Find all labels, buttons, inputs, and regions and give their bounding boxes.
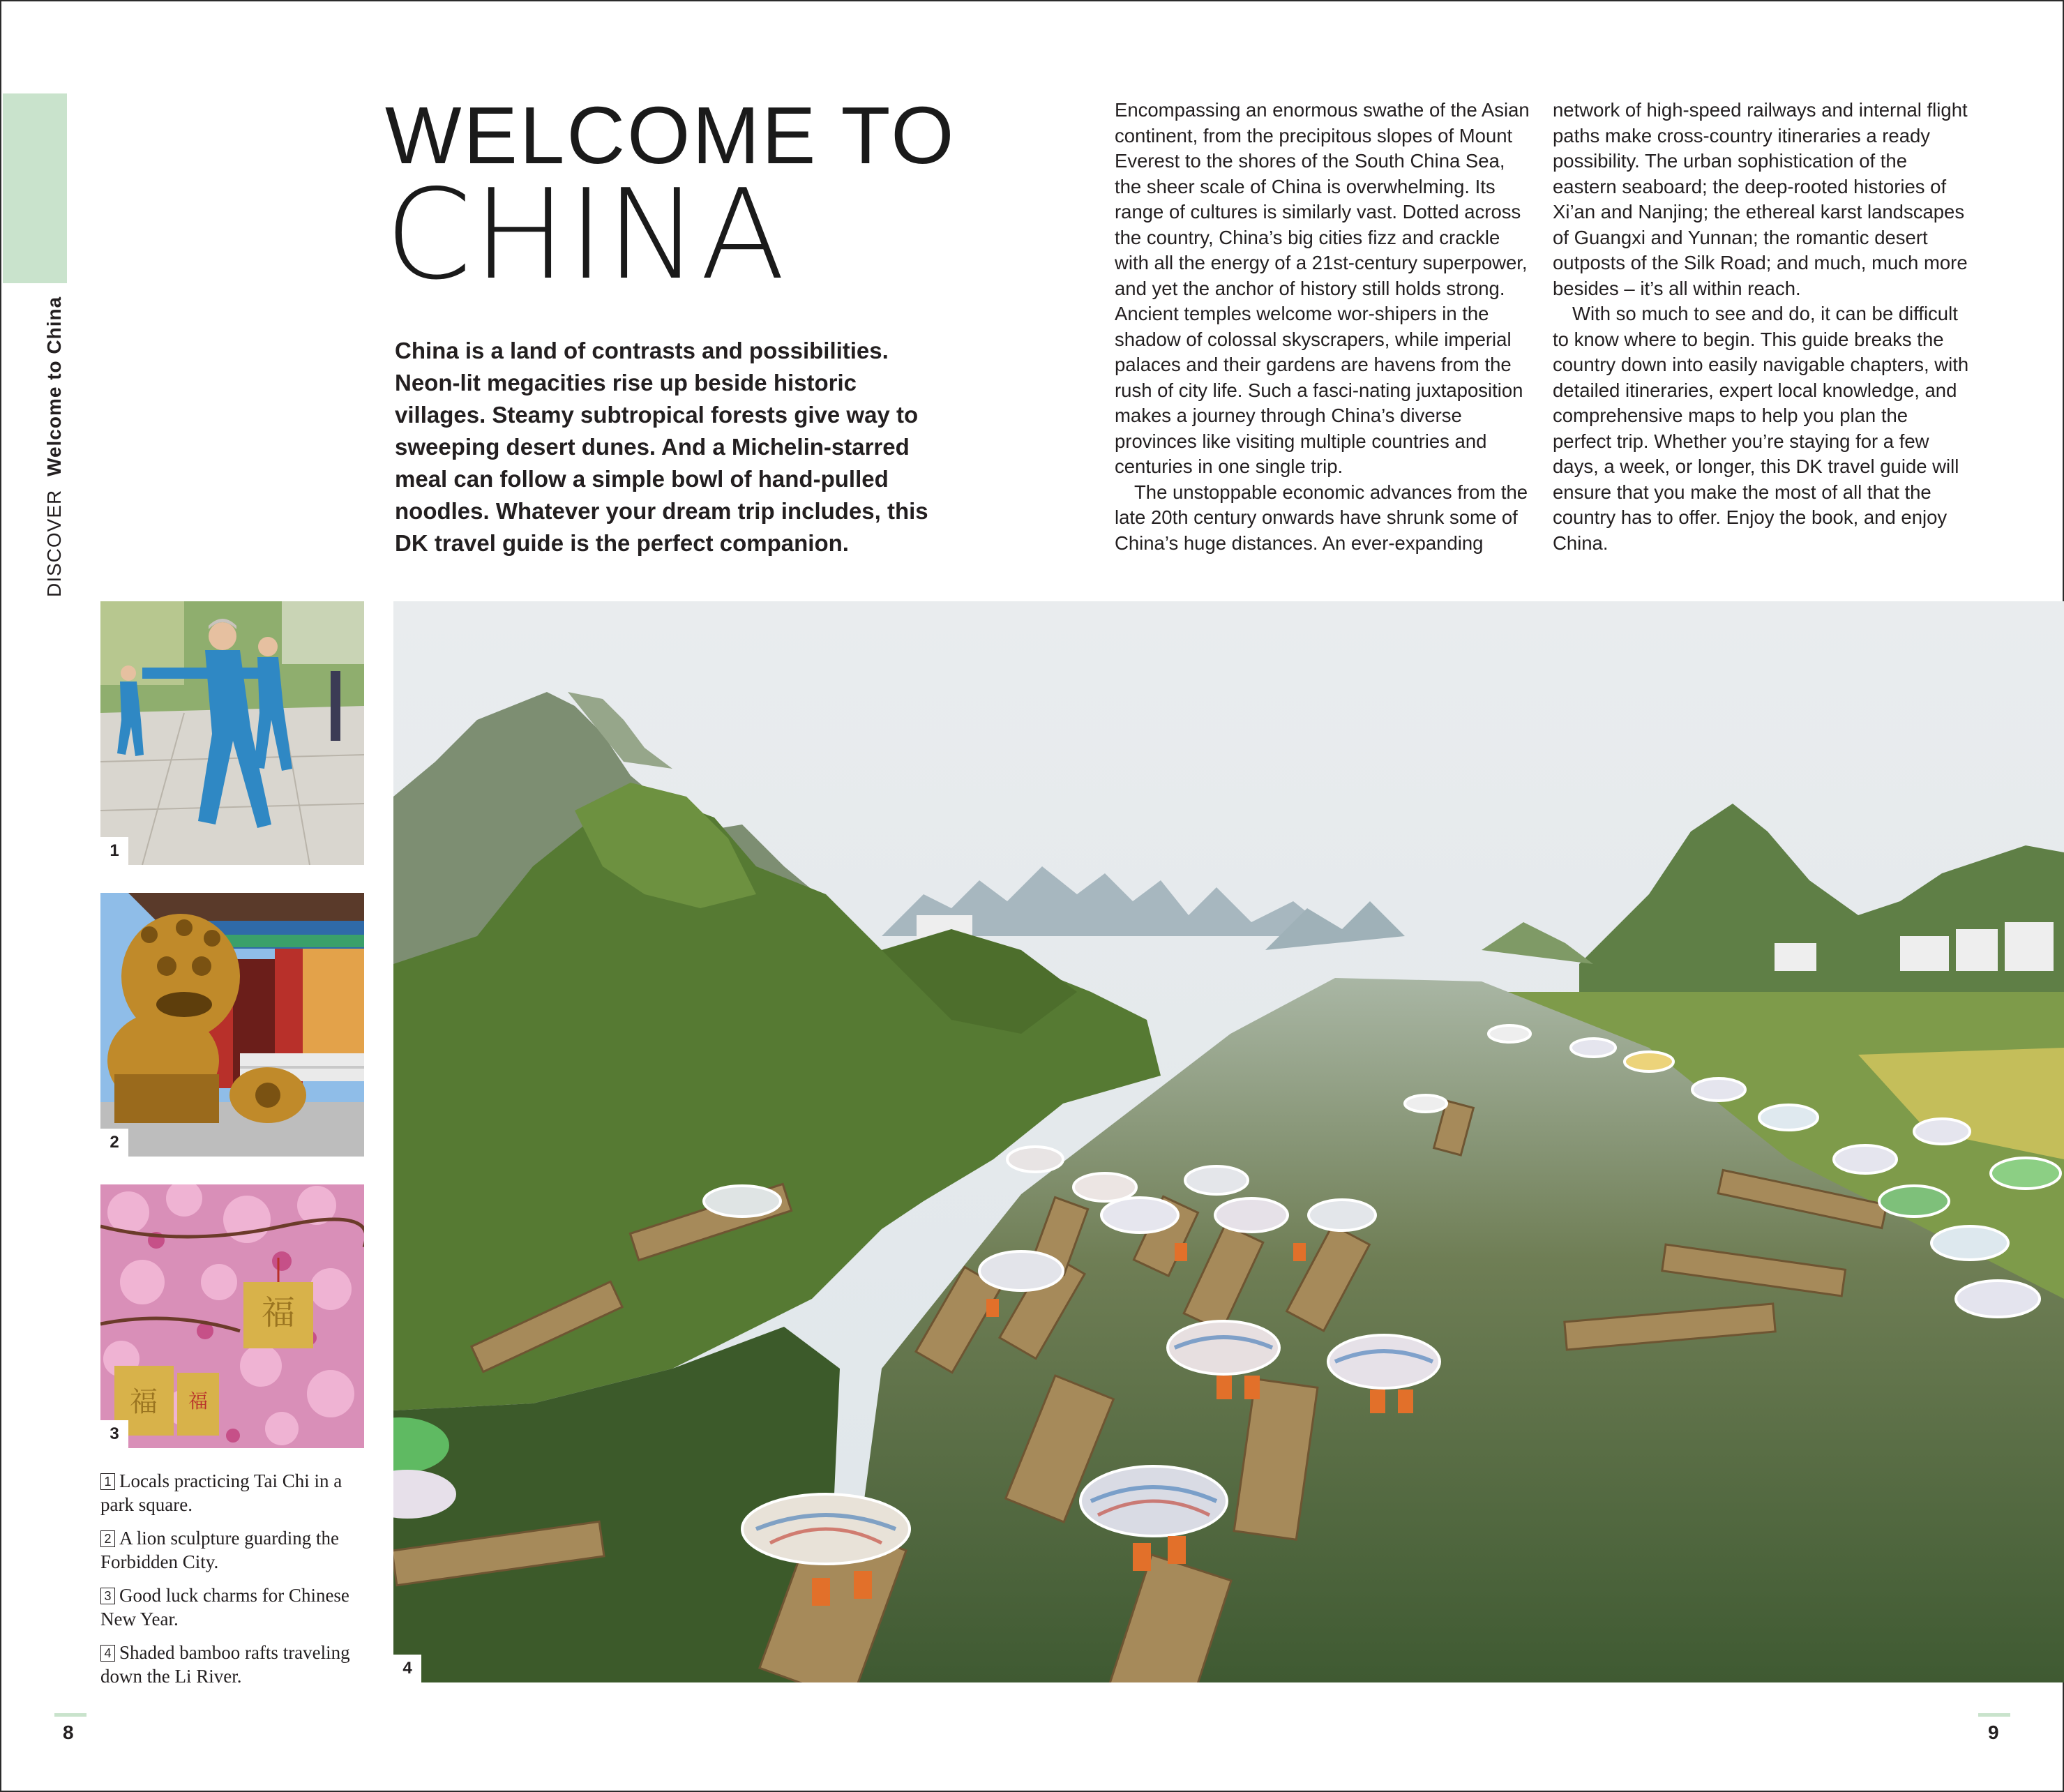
page-number-rule-right — [1978, 1713, 2010, 1717]
photo-li-river — [393, 601, 2064, 1682]
caption-number: 2 — [100, 1530, 115, 1547]
body-column-1 — [1115, 98, 1533, 556]
caption-number: 4 — [100, 1645, 115, 1662]
running-head — [43, 262, 78, 597]
title-line-1: WELCOME TO — [385, 90, 956, 181]
caption-text: A lion sculpture guarding the Forbidden City. — [100, 1528, 339, 1572]
photo-lion-sculpture — [100, 893, 364, 1157]
caption-text: Locals practicing Tai Chi in a park square. — [100, 1470, 342, 1515]
caption-1 — [100, 1469, 366, 1516]
lucky-charms-illustration — [100, 1184, 364, 1448]
title-line-2 — [385, 163, 787, 307]
li-river-illustration — [393, 601, 2064, 1682]
running-head-chapter: Welcome to China — [43, 296, 65, 476]
photo-tai-chi — [100, 601, 364, 865]
photo-number-3: 3 — [100, 1420, 128, 1448]
svg-text:福: 福 — [261, 1293, 296, 1332]
running-head-section: DISCOVER — [43, 489, 65, 597]
body-paragraph: With so much to see and do, it can be difficult to know where to begin. This guide breaks the country down into easily navigable chapters, with detailed itineraries, expert local knowledge, and comprehensive maps to help you plan the perfect trip. Whether you’re staying for a few days, a week, or longer, this DK travel guide will ensure that you make the most of all that the country has to offer. Enjoy the book, and enjoy China. — [1553, 303, 1969, 554]
body-paragraph: The unstoppable economic advances from the late 20th century onwards have shrunk some of China’s huge distances. An ever-expanding — [1115, 481, 1528, 554]
svg-text:福: 福 — [130, 1386, 158, 1418]
page-number-right: 9 — [1988, 1722, 1999, 1743]
caption-number: 1 — [100, 1473, 115, 1490]
photo-number-4: 4 — [393, 1655, 421, 1682]
caption-2 — [100, 1526, 366, 1574]
body-paragraph: network of high-speed railways and internal flight paths make cross-country itineraries a ready possibility. The urban sophistication of the eastern seaboard; the deep-rooted histories of Xi’an and Nanjing; the ethereal karst landscapes of Guangxi and Yunnan; the romantic desert outposts of the Silk Road; and much, much more besides – it’s all within reach. — [1553, 99, 1968, 299]
tai-chi-illustration — [100, 601, 364, 865]
photo-lucky-charms — [100, 1184, 364, 1448]
title-line-2-text: CHINA — [385, 163, 787, 307]
page-number-left: 8 — [63, 1722, 74, 1743]
caption-number: 3 — [100, 1588, 115, 1604]
photo-number-2: 2 — [100, 1129, 128, 1157]
photo-number-1: 1 — [100, 837, 128, 865]
caption-text: Shaded bamboo rafts traveling down the Li River. — [100, 1642, 350, 1687]
section-tab — [3, 93, 67, 283]
photo-captions — [100, 1469, 366, 1698]
caption-3 — [100, 1583, 366, 1631]
caption-text: Good luck charms for Chinese New Year. — [100, 1585, 349, 1629]
lion-sculpture-illustration — [100, 893, 364, 1157]
page-number-rule-left — [54, 1713, 86, 1717]
caption-4 — [100, 1641, 366, 1688]
body-paragraph: Encompassing an enormous swathe of the Asian continent, from the precipitous slopes of Mount Everest to the shores of the South China Sea, the sheer scale of China is overwhelming. Its range of cultures is similarly vast. Dotted across the country, China’s big cities fizz and crackle with all the energy of a 21st-century superpower, and yet the anchor of history still holds strong. Ancient temples welcome wor-shipers in the shadow of colossal skyscrapers, while imperial palaces and their gardens are havens from the rush of city life. Such a fasci-nating juxtaposition makes a journey through China’s diverse provinces like visiting multiple countries and centuries in one single trip. — [1115, 99, 1530, 477]
svg-text:福: 福 — [188, 1390, 209, 1413]
intro-paragraph: China is a land of contrasts and possibilities. Neon-lit megacities rise up beside historic villages. Steamy subtropical forests give way to sweeping desert dunes. And a Michelin-starred meal can follow a simple bowl of hand-pulled noodles. Whatever your dream trip includes, this DK travel guide is the perfect companion. — [395, 338, 928, 556]
body-column-2 — [1553, 98, 1971, 556]
